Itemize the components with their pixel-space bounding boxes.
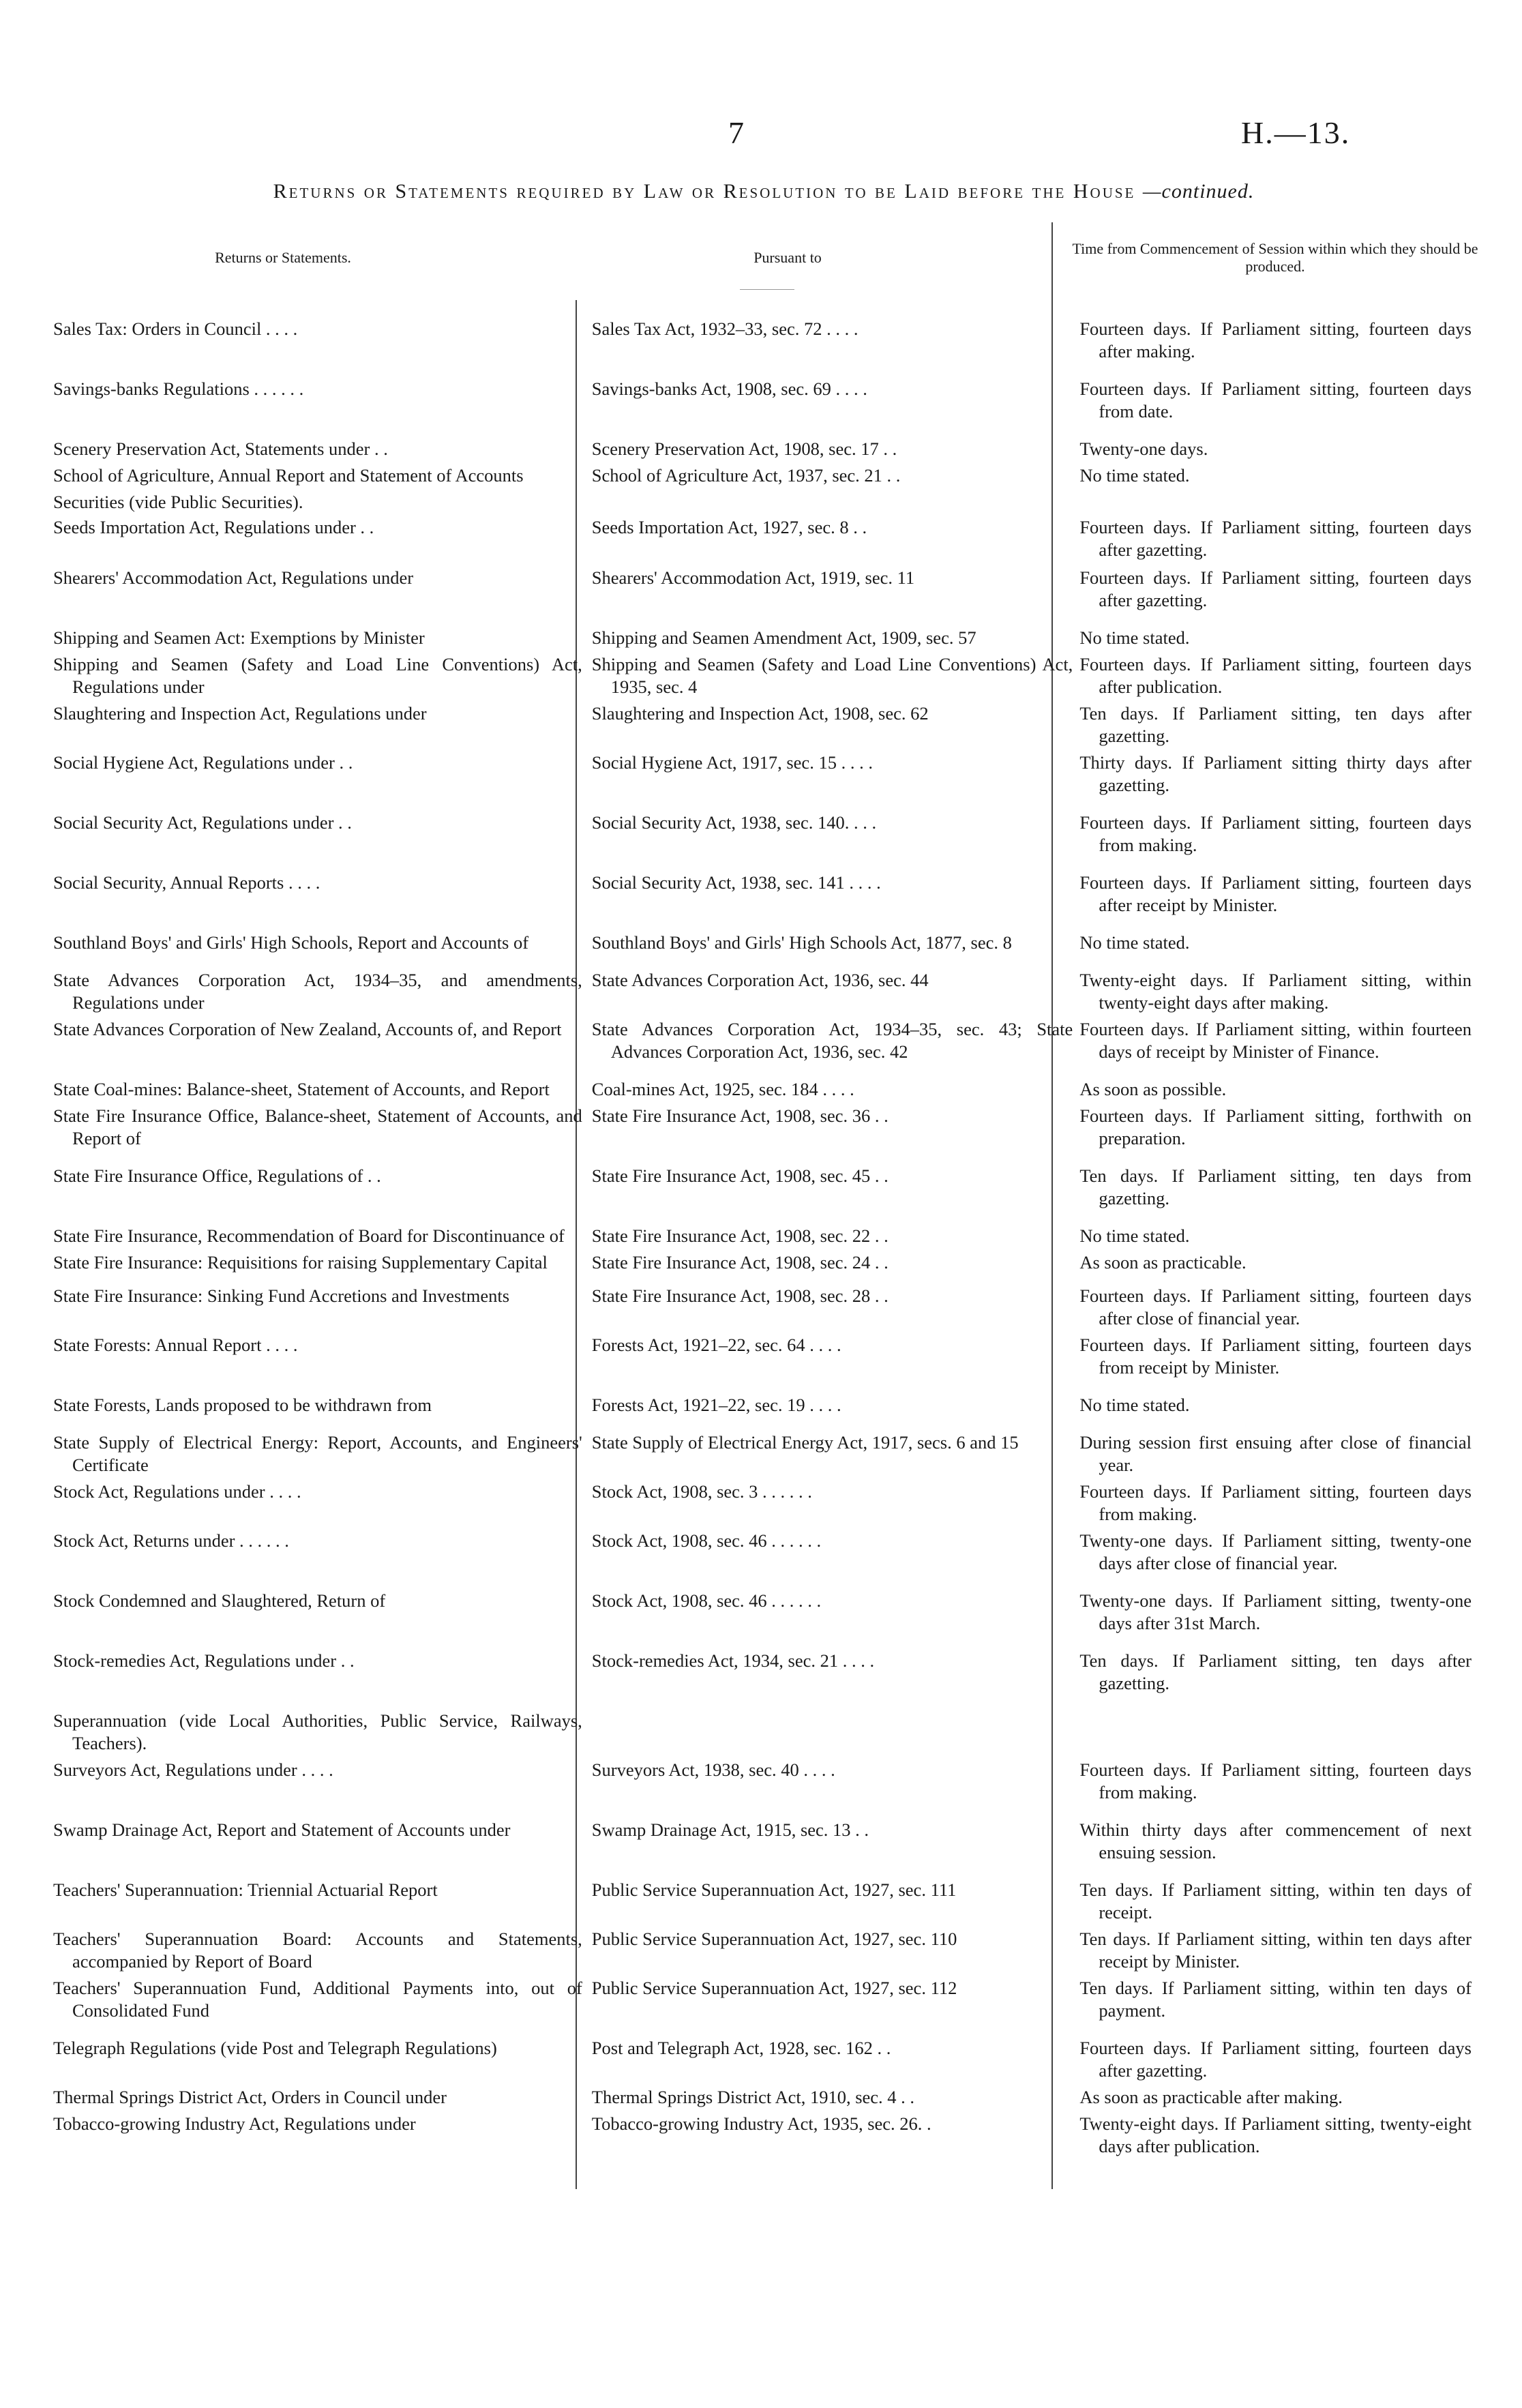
returns-cell: Slaughtering and Inspection Act, Regulations under (53, 703, 427, 724)
pursuant-cell: Seeds Importation Act, 1927, sec. 8 . . (591, 517, 867, 537)
table-row (53, 2086, 1472, 2109)
table-row (53, 1105, 1472, 1150)
time-cell: As soon as practicable after making. (1079, 2087, 1343, 2107)
table-row (53, 1710, 1472, 1755)
pursuant-cell: State Fire Insurance Act, 1908, sec. 45 . . (591, 1165, 889, 1186)
returns-cell: Telegraph Regulations (vide Post and Telegraph Regulations) (53, 2038, 497, 2058)
pursuant-cell: State Fire Insurance Act, 1908, sec. 36 . . (591, 1105, 889, 1126)
returns-cell: Teachers' Superannuation: Triennial Actuarial Report (53, 1879, 438, 1900)
table-row (53, 516, 1472, 561)
time-cell: As soon as practicable. (1079, 1252, 1247, 1273)
returns-cell: State Forests, Lands proposed to be withdrawn from (53, 1395, 432, 1415)
time-cell: No time stated. (1079, 932, 1190, 953)
header-underline (740, 289, 794, 290)
pursuant-cell: Shipping and Seamen Amendment Act, 1909, sec. 57 (591, 627, 976, 648)
time-cell: No time stated. (1079, 1395, 1190, 1415)
table-row (53, 318, 1472, 363)
table-row (53, 1018, 1472, 1063)
table-row (53, 702, 1472, 747)
pursuant-cell: Swamp Drainage Act, 1915, sec. 13 . . (591, 1819, 869, 1840)
table-row (53, 812, 1472, 857)
returns-cell: Stock Act, Returns under . . . . . . (53, 1530, 289, 1551)
time-cell: No time stated. (1079, 1225, 1190, 1246)
returns-table (53, 318, 1472, 2162)
pursuant-cell: Social Hygiene Act, 1917, sec. 15 . . . . (591, 752, 873, 773)
returns-cell: State Fire Insurance: Sinking Fund Accretions and Investments (53, 1285, 510, 1306)
time-cell: Fourteen days. If Parliament sitting, fourteen days from making. (1079, 1759, 1472, 1802)
table-row (53, 378, 1472, 423)
time-cell: Fourteen days. If Parliament sitting, fourteen days after making. (1079, 318, 1472, 361)
table-row (53, 1759, 1472, 1804)
pursuant-cell: Slaughtering and Inspection Act, 1908, sec. 62 (591, 703, 929, 724)
pursuant-cell: Forests Act, 1921–22, sec. 19 . . . . (591, 1395, 841, 1415)
table-row (53, 1394, 1472, 1416)
pursuant-cell: Forests Act, 1921–22, sec. 64 . . . . (591, 1335, 841, 1355)
table-row (53, 1590, 1472, 1635)
time-cell: Ten days. If Parliament sitting, ten days after gazetting. (1079, 1650, 1472, 1693)
time-cell: Ten days. If Parliament sitting, within ten days of payment. (1079, 1978, 1472, 2021)
table-row (53, 1530, 1472, 1575)
returns-cell: Seeds Importation Act, Regulations under . . (53, 517, 374, 537)
time-cell: Fourteen days. If Parliament sitting, fourteen days from making. (1079, 812, 1472, 855)
returns-cell: Tobacco-growing Industry Act, Regulations under (53, 2113, 416, 2134)
time-cell: Within thirty days after commencement of next ensuing session. (1079, 1819, 1472, 1862)
table-row (53, 1078, 1472, 1101)
pursuant-cell: Shipping and Seamen (Safety and Load Line Conventions) Act, 1935, sec. 4 (591, 654, 1073, 697)
time-cell: Ten days. If Parliament sitting, ten days from gazetting. (1079, 1165, 1472, 1208)
pursuant-cell: Public Service Superannuation Act, 1927, sec. 111 (591, 1879, 957, 1900)
pursuant-cell: State Fire Insurance Act, 1908, sec. 28 . . (591, 1285, 889, 1306)
table-row (53, 1165, 1472, 1210)
pursuant-cell: Savings-banks Act, 1908, sec. 69 . . . . (591, 378, 867, 399)
returns-cell: Social Security, Annual Reports . . . . (53, 872, 320, 893)
returns-cell: Stock-remedies Act, Regulations under . . (53, 1650, 355, 1671)
returns-cell: State Forests: Annual Report . . . . (53, 1335, 298, 1355)
table-row (53, 1334, 1472, 1379)
table-row (53, 872, 1472, 917)
table-row (53, 464, 1472, 487)
returns-cell: Social Hygiene Act, Regulations under . . (53, 752, 353, 773)
returns-cell: Teachers' Superannuation Board: Accounts and Statements, accompanied by Report of Board (53, 1929, 582, 1972)
table-row (53, 969, 1472, 1014)
pursuant-cell: Public Service Superannuation Act, 1927, sec. 110 (591, 1929, 957, 1949)
returns-cell: Scenery Preservation Act, Statements under . . (53, 439, 388, 459)
returns-cell: Shipping and Seamen Act: Exemptions by Minister (53, 627, 425, 648)
returns-cell: State Fire Insurance, Recommendation of Board for Discontinuance of (53, 1225, 565, 1246)
time-cell: Fourteen days. If Parliament sitting, fourteen days from receipt by Minister. (1079, 1335, 1472, 1378)
column-header-returns: Returns or Statements. (215, 249, 351, 266)
table-row (53, 1819, 1472, 1864)
returns-cell: State Fire Insurance: Requisitions for raising Supplementary Capital (53, 1252, 548, 1273)
returns-cell: Swamp Drainage Act, Report and Statement of Accounts under (53, 1819, 511, 1840)
table-row (53, 491, 1472, 514)
table-row (53, 567, 1472, 612)
returns-cell: Southland Boys' and Girls' High Schools, Report and Accounts of (53, 932, 529, 953)
column-header-pursuant: Pursuant to (753, 249, 822, 266)
time-cell: During session first ensuing after close of financial year. (1079, 1432, 1472, 1475)
time-cell: Fourteen days. If Parliament sitting, fourteen days after receipt by Minister. (1079, 872, 1472, 915)
pursuant-cell: Stock Act, 1908, sec. 3 . . . . . . (591, 1481, 812, 1502)
table-row (53, 1928, 1472, 1973)
returns-cell: State Advances Corporation of New Zealand, Accounts of, and Report (53, 1019, 562, 1039)
pursuant-cell: Sales Tax Act, 1932–33, sec. 72 . . . . (591, 318, 859, 339)
pursuant-cell: Social Security Act, 1938, sec. 141 . . . . (591, 872, 881, 893)
returns-cell: State Advances Corporation Act, 1934–35, and amendments, Regulations under (53, 970, 582, 1013)
returns-cell: State Fire Insurance Office, Regulations of . . (53, 1165, 381, 1186)
pursuant-cell: School of Agriculture Act, 1937, sec. 21 . . (591, 465, 901, 486)
page-code: H.—13. (1241, 115, 1351, 150)
pursuant-cell: Stock Act, 1908, sec. 46 . . . . . . (591, 1590, 822, 1611)
table-row (53, 1977, 1472, 2022)
time-cell: As soon as possible. (1079, 1079, 1227, 1099)
pursuant-cell: Post and Telegraph Act, 1928, sec. 162 . . (591, 2038, 891, 2058)
table-row (53, 627, 1472, 649)
table-row (53, 1225, 1472, 1247)
time-cell: Fourteen days. If Parliament sitting, fourteen days after publication. (1079, 654, 1472, 697)
time-cell: Twenty-eight days. If Parliament sitting, within twenty-eight days after making. (1079, 970, 1472, 1013)
table-row (53, 1879, 1472, 1924)
returns-cell: Superannuation (vide Local Authorities, Public Service, Railways, Teachers). (53, 1710, 582, 1753)
table-row (53, 1650, 1472, 1695)
pursuant-cell: State Fire Insurance Act, 1908, sec. 24 . . (591, 1252, 889, 1273)
returns-cell: Social Security Act, Regulations under . . (53, 812, 352, 833)
table-row (53, 653, 1472, 698)
time-cell: Fourteen days. If Parliament sitting, fourteen days from making. (1079, 1481, 1472, 1524)
returns-cell: State Supply of Electrical Energy: Report, Accounts, and Engineers' Certificate (53, 1432, 582, 1475)
table-row (53, 1431, 1472, 1476)
returns-cell: Shipping and Seamen (Safety and Load Line Conventions) Act, Regulations under (53, 654, 582, 697)
time-cell: Fourteen days. If Parliament sitting, fourteen days after gazetting. (1079, 517, 1472, 560)
returns-cell: State Fire Insurance Office, Balance-sheet, Statement of Accounts, and Report of (53, 1105, 582, 1148)
time-cell: Fourteen days. If Parliament sitting, fourteen days after gazetting. (1079, 567, 1472, 610)
pursuant-cell: Thermal Springs District Act, 1910, sec. 4 . . (591, 2087, 915, 2107)
returns-cell: Teachers' Superannuation Fund, Additional Payments into, out of Consolidated Fund (53, 1978, 582, 2021)
returns-cell: Sales Tax: Orders in Council . . . . (53, 318, 298, 339)
heading-title: Returns or Statements required by Law or Resolution to be Laid before the House (273, 180, 1136, 203)
page-number: 7 (728, 115, 744, 150)
pursuant-cell: Social Security Act, 1938, sec. 140. . . . (591, 812, 877, 833)
returns-cell: Stock Condemned and Slaughtered, Return of (53, 1590, 386, 1611)
time-cell: Ten days. If Parliament sitting, within ten days after receipt by Minister. (1079, 1929, 1472, 1972)
returns-cell: Thermal Springs District Act, Orders in Council under (53, 2087, 447, 2107)
returns-cell: State Coal-mines: Balance-sheet, Statement of Accounts, and Report (53, 1079, 550, 1099)
table-row (53, 2037, 1472, 2082)
table-row (53, 438, 1472, 460)
pursuant-cell: Stock Act, 1908, sec. 46 . . . . . . (591, 1530, 822, 1551)
pursuant-cell: Southland Boys' and Girls' High Schools Act, 1877, sec. 8 (591, 932, 1012, 953)
time-cell: Twenty-one days. (1079, 439, 1208, 459)
table-row (53, 1285, 1472, 1330)
table-row (53, 752, 1472, 797)
returns-cell: Savings-banks Regulations . . . . . . (53, 378, 304, 399)
returns-cell: Surveyors Act, Regulations under . . . . (53, 1759, 333, 1780)
time-cell: Twenty-eight days. If Parliament sitting, twenty-eight days after publication. (1079, 2113, 1472, 2156)
page-heading (75, 180, 1452, 203)
column-header-time: Time from Commencement of Session within which they should be produced. (1072, 240, 1478, 275)
pursuant-cell: Coal-mines Act, 1925, sec. 184 . . . . (591, 1079, 854, 1099)
returns-cell: Securities (vide Public Securities). (53, 492, 303, 512)
pursuant-cell: Surveyors Act, 1938, sec. 40 . . . . (591, 1759, 835, 1780)
pursuant-cell: Stock-remedies Act, 1934, sec. 21 . . . . (591, 1650, 875, 1671)
time-cell: Fourteen days. If Parliament sitting, fourteen days after gazetting. (1079, 2038, 1472, 2081)
pursuant-cell: State Fire Insurance Act, 1908, sec. 22 . . (591, 1225, 889, 1246)
time-cell: Twenty-one days. If Parliament sitting, twenty-one days after close of financial year. (1079, 1530, 1472, 1573)
table-row (53, 932, 1472, 954)
time-cell: Fourteen days. If Parliament sitting, fourteen days from date. (1079, 378, 1472, 421)
pursuant-cell: State Supply of Electrical Energy Act, 1917, secs. 6 and 15 (591, 1432, 1019, 1453)
table-row (53, 1481, 1472, 1526)
time-cell: Thirty days. If Parliament sitting thirty days after gazetting. (1079, 752, 1472, 795)
time-cell: Fourteen days. If Parliament sitting, forthwith on preparation. (1079, 1105, 1472, 1148)
time-cell: Ten days. If Parliament sitting, within ten days of receipt. (1079, 1879, 1472, 1922)
table-row (53, 2113, 1472, 2158)
time-cell: Fourteen days. If Parliament sitting, within fourteen days of receipt by Minister of Finance. (1079, 1019, 1472, 1062)
pursuant-cell: Tobacco-growing Industry Act, 1935, sec. 26. . (591, 2113, 931, 2134)
returns-cell: Shearers' Accommodation Act, Regulations under (53, 567, 414, 588)
pursuant-cell: Shearers' Accommodation Act, 1919, sec. 11 (591, 567, 915, 588)
time-cell: Fourteen days. If Parliament sitting, fourteen days after close of financial year. (1079, 1285, 1472, 1328)
returns-cell: Stock Act, Regulations under . . . . (53, 1481, 301, 1502)
time-cell: No time stated. (1079, 627, 1190, 648)
pursuant-cell: State Advances Corporation Act, 1934–35, sec. 43; State Advances Corporation Act, 1936, sec. 42 (591, 1019, 1073, 1062)
table-row (53, 1251, 1472, 1274)
heading-continued: —continued. (1142, 180, 1255, 203)
time-cell: No time stated. (1079, 465, 1190, 486)
time-cell: Ten days. If Parliament sitting, ten days after gazetting. (1079, 703, 1472, 746)
time-cell: Twenty-one days. If Parliament sitting, twenty-one days after 31st March. (1079, 1590, 1472, 1633)
pursuant-cell: Scenery Preservation Act, 1908, sec. 17 . . (591, 439, 897, 459)
returns-cell: School of Agriculture, Annual Report and Statement of Accounts (53, 465, 524, 486)
pursuant-cell: State Advances Corporation Act, 1936, sec. 44 (591, 970, 929, 990)
pursuant-cell: Public Service Superannuation Act, 1927, sec. 112 (591, 1978, 957, 1998)
